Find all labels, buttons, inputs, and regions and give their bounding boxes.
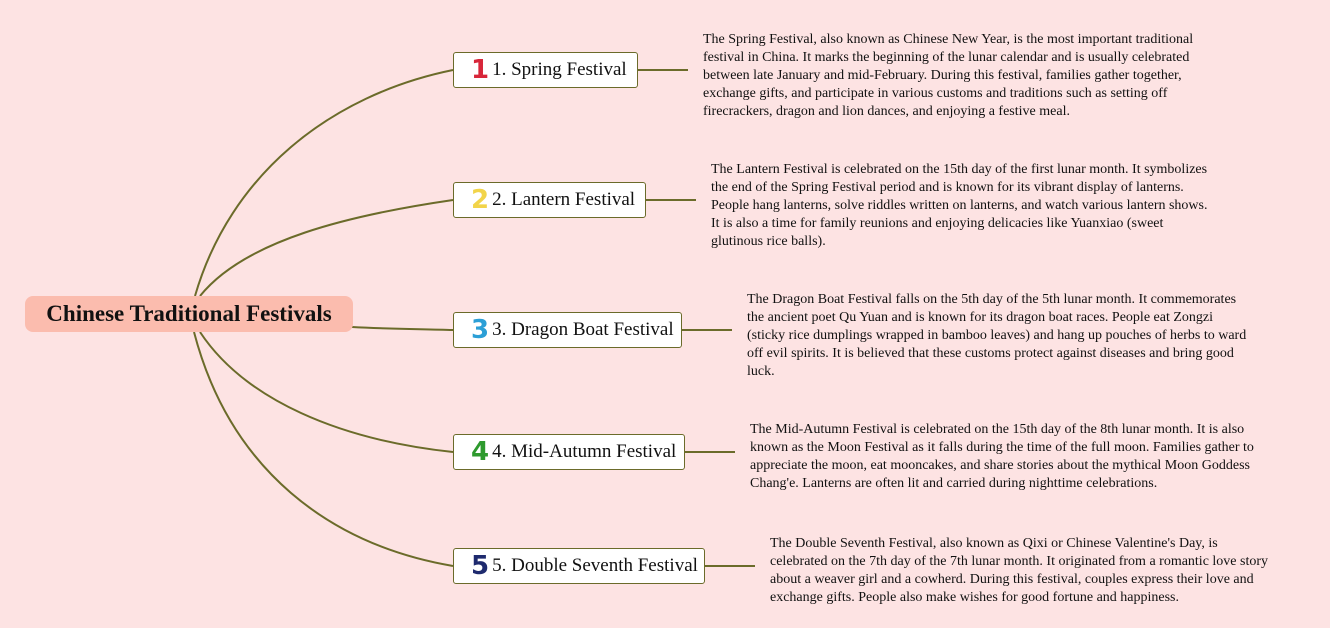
branch-dragon-boat-festival[interactable]: [453, 312, 682, 348]
branch-label: 4. Mid-Autumn Festival: [492, 441, 677, 462]
branch-label: 2. Lantern Festival: [492, 189, 636, 210]
number-5-icon: 5: [471, 551, 490, 581]
description-lantern-festival: The Lantern Festival is celebrated on the 15th day of the first lunar month. It symbolizes the end of the Spring Festival period and is known for its vibrant display of lanterns. People hang lanterns, solve riddles written on lanterns, and watch various lantern shows. It is also a time for family reunions and enjoying delicacies like Yuanxiao (sweet glutinous rice balls).: [711, 162, 1208, 249]
description-double-seventh-festival: The Double Seventh Festival, also known as Qixi or Chinese Valentine's Day, is celebrated on the 7th day of the 7th lunar month. It originated from a romantic love story about a weaver girl and a cowherd. During this festival, couples express their love and exchange gifts. People also make wishes for good fortune and happiness.: [770, 536, 1269, 605]
connector-root-branch-2: [200, 200, 453, 296]
branch-spring-festival[interactable]: [453, 52, 638, 88]
number-4-icon: 4: [471, 437, 490, 467]
branch-lantern-festival[interactable]: [453, 182, 646, 218]
number-3-icon: 3: [471, 315, 490, 345]
branch-mid-autumn-festival[interactable]: [453, 434, 685, 470]
number-2-icon: 2: [471, 185, 490, 215]
branch-label: 5. Double Seventh Festival: [492, 555, 698, 576]
central-topic-label: Chinese Traditional Festivals: [46, 301, 332, 326]
connector-root-branch-1: [195, 70, 453, 296]
description-spring-festival: The Spring Festival, also known as Chinese New Year, is the most important traditional festival in China. It marks the beginning of the lunar calendar and is usually celebrated between late January and mid-February. During this festival, families gather together, exchange gifts, and participate in various customs and traditions such as setting off firecrackers, dragon and lion dances, and enjoying a festive meal.: [703, 32, 1194, 119]
branch-double-seventh-festival[interactable]: [453, 548, 705, 584]
number-1-icon: 1: [471, 55, 490, 85]
description-mid-autumn-festival: The Mid-Autumn Festival is celebrated on the 15th day of the 8th lunar month. It is also known as the Moon Festival as it falls during the time of the full moon. Families gather to appreciate the moon, eat mooncakes, and share stories about the mythical Moon Goddess Chang'e. Lanterns are often lit and carried during nighttime celebrations.: [750, 422, 1254, 491]
central-topic[interactable]: [25, 296, 353, 332]
branch-label: 3. Dragon Boat Festival: [492, 319, 674, 340]
connector-root-branch-5: [194, 332, 453, 566]
branch-label: 1. Spring Festival: [492, 59, 627, 80]
description-dragon-boat-festival: The Dragon Boat Festival falls on the 5th day of the 5th lunar month. It commemorates the ancient poet Qu Yuan and is known for its dragon boat races. People eat Zongzi (sticky rice dumplings wrapped in bamboo leaves) and hang up pouches of herbs to ward off evil spirits. It is believed that these customs protect against diseases and bring good luck.: [747, 292, 1247, 379]
connector-root-branch-3: [352, 327, 453, 330]
